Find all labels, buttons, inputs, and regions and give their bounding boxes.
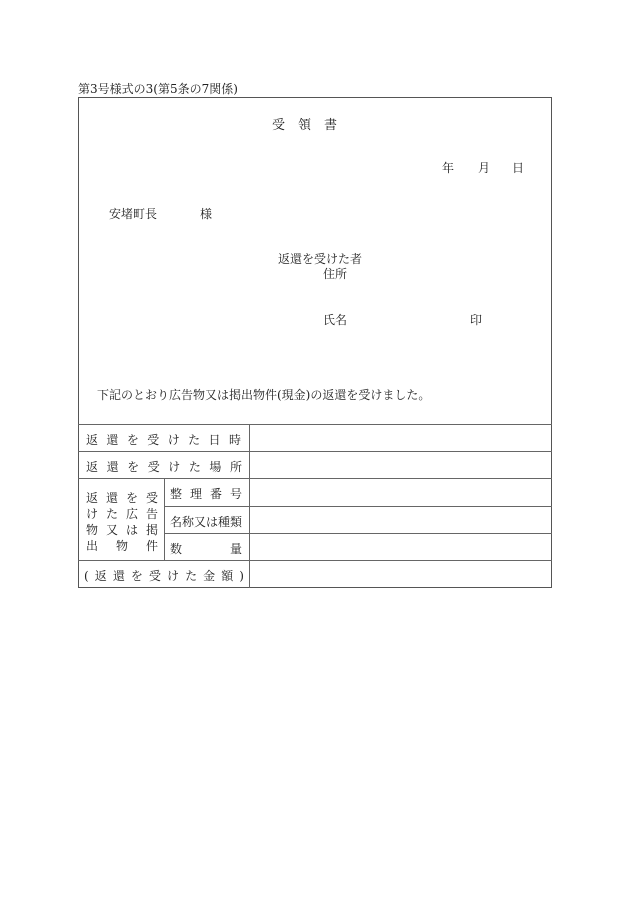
quantity-field[interactable] bbox=[249, 534, 552, 560]
divider bbox=[164, 478, 165, 560]
form-number: 第3号様式の3(第5条の7関係) bbox=[78, 82, 238, 96]
label-group-line1: 返還を受 bbox=[86, 491, 158, 505]
seal-label: 印 bbox=[470, 313, 483, 327]
statement: 下記のとおり広告物又は掲出物件(現金)の返還を受けました。 bbox=[97, 388, 431, 402]
label-quantity: 数量 bbox=[170, 542, 242, 556]
name-or-type-field[interactable] bbox=[249, 507, 552, 533]
label-reference-number: 整理番号 bbox=[170, 487, 242, 501]
return-place-field[interactable] bbox=[249, 452, 552, 478]
label-name-or-type: 名称又は種類 bbox=[170, 515, 243, 529]
return-datetime-field[interactable] bbox=[249, 425, 552, 451]
name-label: 氏名 bbox=[323, 313, 348, 327]
recipient-label: 返還を受けた者 bbox=[278, 252, 363, 266]
date-year: 年 bbox=[442, 161, 455, 175]
date-day: 日 bbox=[512, 161, 525, 175]
addressee-honorific: 様 bbox=[200, 207, 213, 221]
label-group-line2: けた広告 bbox=[86, 507, 158, 521]
date-month: 月 bbox=[478, 161, 491, 175]
returned-amount-field[interactable] bbox=[249, 561, 552, 587]
label-return-datetime: 返還を受けた日時 bbox=[86, 433, 242, 447]
document-title: 受 領 書 bbox=[272, 118, 338, 133]
addressee-name: 安堵町長 bbox=[109, 207, 158, 221]
label-returned-amount: (返還を受けた金額) bbox=[84, 569, 244, 583]
reference-number-field[interactable] bbox=[249, 479, 552, 506]
address-label: 住所 bbox=[323, 267, 348, 281]
label-group-line3: 物又は掲 bbox=[86, 523, 158, 537]
label-group-line4: 出 物 件 bbox=[86, 539, 158, 553]
label-return-place: 返還を受けた場所 bbox=[86, 460, 242, 474]
